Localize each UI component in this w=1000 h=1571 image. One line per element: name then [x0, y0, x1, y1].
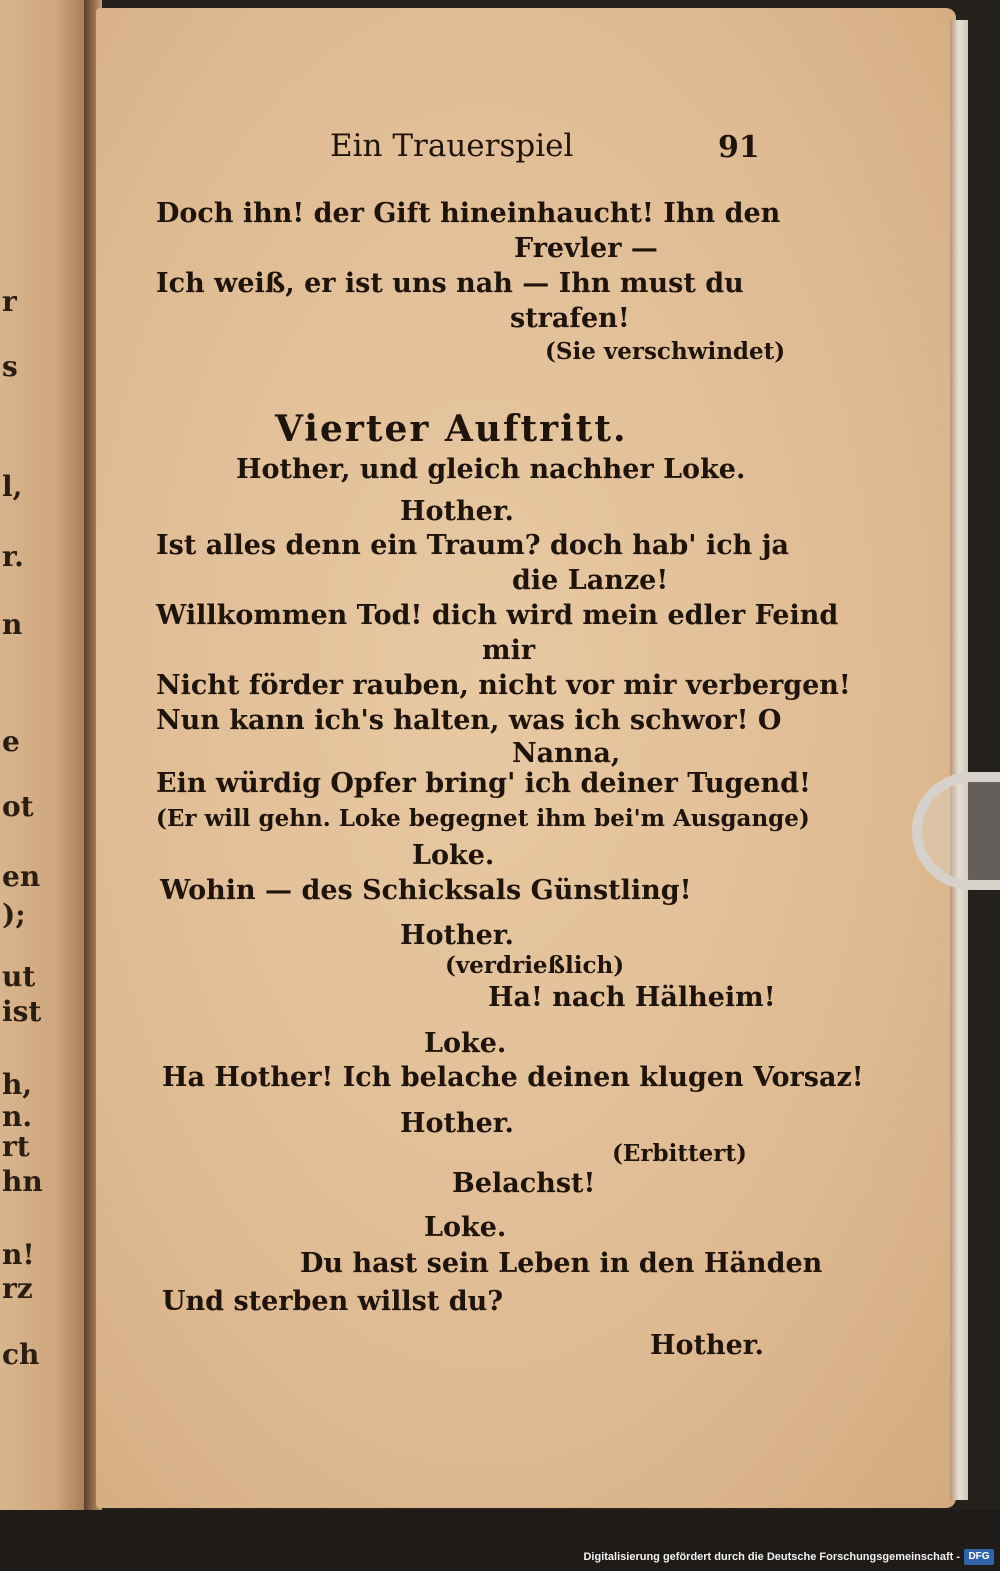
left-fragment: e	[2, 725, 20, 758]
verse-line: Du hast sein Leben in den Händen	[300, 1248, 823, 1279]
dfg-logo: DFG	[964, 1549, 994, 1565]
speaker-name: Loke.	[424, 1028, 507, 1059]
left-fragment: r.	[2, 540, 24, 573]
left-fragment: rt	[2, 1130, 30, 1163]
speaker-name: Hother.	[400, 496, 514, 527]
verse-line: Nanna,	[512, 738, 621, 769]
verse-line: Nicht förder rauben, nicht vor mir verbergen!	[156, 670, 851, 701]
stage-direction: (verdrießlich)	[445, 952, 625, 979]
stage-direction: (Sie verschwindet)	[545, 338, 786, 365]
left-fragment: rz	[2, 1272, 33, 1305]
running-head: Ein Trauerspiel	[330, 128, 574, 164]
speaker-name: Loke.	[412, 840, 495, 871]
verse-line: Ha! nach Hälheim!	[488, 982, 776, 1013]
verse-line: Und sterben willst du?	[162, 1286, 504, 1317]
page-number: 91	[718, 130, 760, 165]
funding-credit: Digitalisierung gefördert durch die Deutsche Forschungsgemeinschaft -	[583, 1551, 960, 1563]
verse-line: Ein würdig Opfer bring' ich deiner Tugend!	[156, 768, 811, 799]
verse-line: Willkommen Tod! dich wird mein edler Feind	[156, 600, 839, 631]
left-fragment: l,	[2, 470, 23, 503]
left-fragment: s	[2, 350, 18, 383]
left-fragment: n	[2, 608, 23, 641]
verse-line: Wohin — des Schicksals Günstling!	[160, 875, 692, 906]
stage-direction: (Er will gehn. Loke begegnet ihm bei'm Ausgange)	[156, 805, 810, 832]
left-fragment: h,	[2, 1068, 33, 1101]
verse-line: Nun kann ich's halten, was ich schwor! O	[156, 705, 782, 736]
scene-characters: Hother, und gleich nachher Loke.	[236, 454, 746, 485]
speaker-name: Loke.	[424, 1212, 507, 1243]
verse-line: die Lanze!	[512, 565, 669, 596]
left-fragment: ch	[2, 1338, 40, 1371]
stage-direction: (Erbittert)	[612, 1140, 747, 1167]
verse-line: Doch ihn! der Gift hineinhaucht! Ihn den	[156, 198, 781, 229]
speaker-name: Hother.	[400, 1108, 514, 1139]
left-fragment: ist	[2, 995, 42, 1028]
scene-heading: Vierter Auftritt.	[275, 408, 628, 450]
previous-page	[0, 0, 92, 1510]
verse-line: mir	[482, 635, 536, 666]
left-fragment: hn	[2, 1165, 43, 1198]
verse-line: strafen!	[510, 303, 630, 334]
speaker-name: Hother.	[400, 920, 514, 951]
left-fragment: ot	[2, 790, 34, 823]
verse-line: Ich weiß, er ist uns nah — Ihn must du	[156, 268, 744, 299]
left-fragment: ut	[2, 960, 36, 993]
verse-line: Frevler —	[514, 233, 658, 264]
left-fragment: r	[2, 285, 17, 318]
left-fragment: n.	[2, 1100, 33, 1133]
page-edge	[950, 20, 968, 1500]
verse-line: Ha Hother! Ich belache deinen klugen Vorsaz!	[162, 1062, 864, 1093]
verse-line: Belachst!	[452, 1168, 596, 1199]
catchword: Hother.	[650, 1330, 764, 1361]
left-fragment: n!	[2, 1238, 35, 1271]
left-fragment: );	[2, 898, 26, 931]
left-fragment: en	[2, 860, 41, 893]
verse-line: Ist alles denn ein Traum? doch hab' ich ja	[156, 530, 789, 561]
